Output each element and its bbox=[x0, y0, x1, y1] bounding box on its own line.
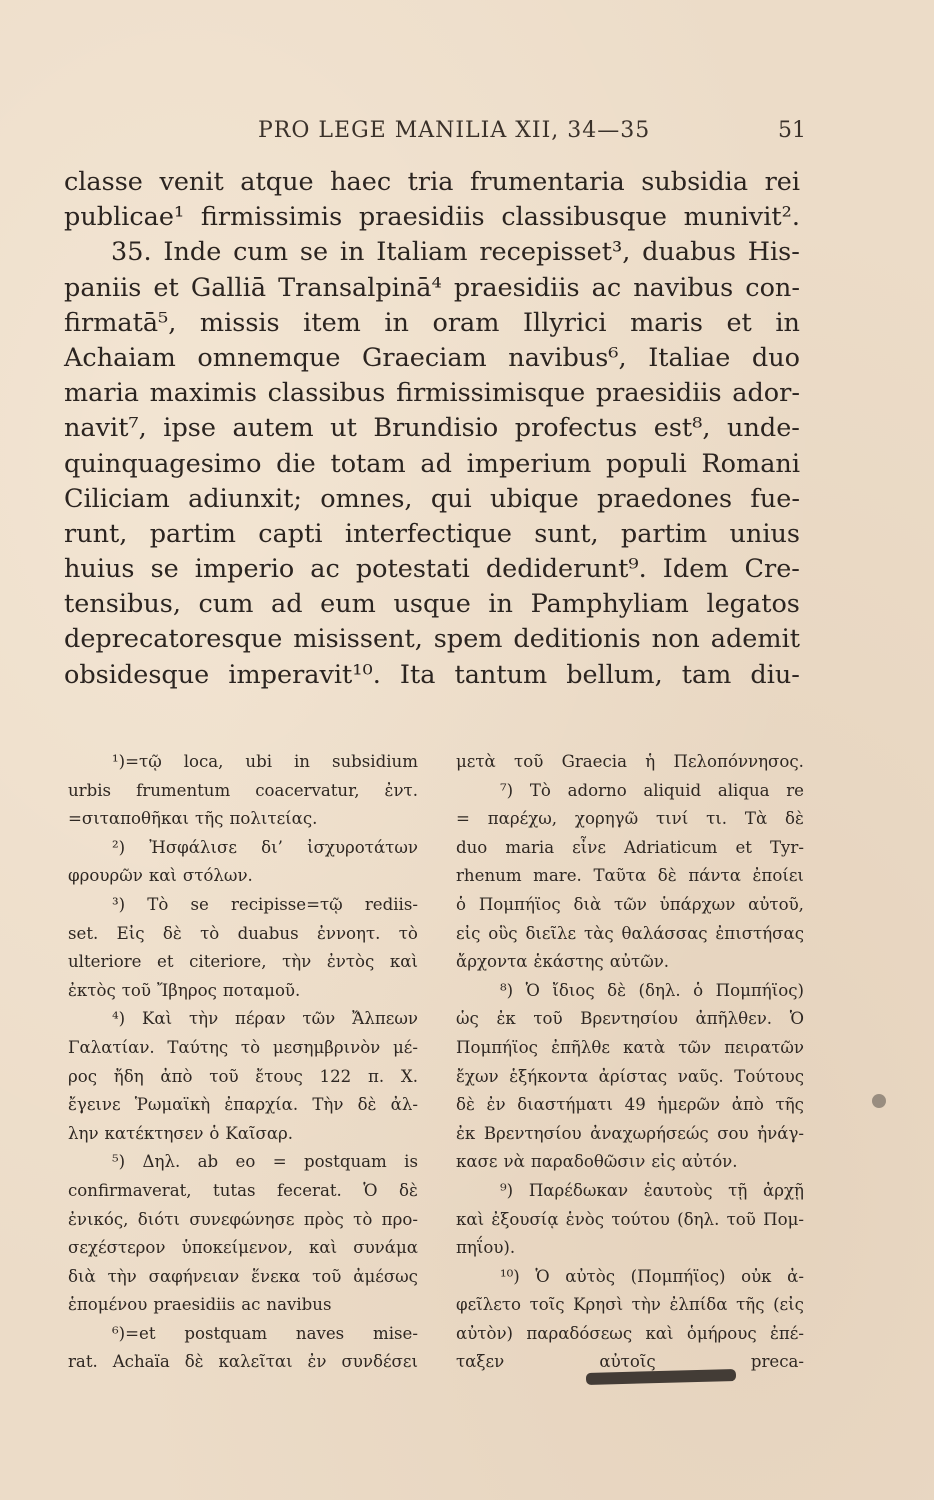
text-line: tensibus, cum ad eum usque in Pamphyliam legatos bbox=[64, 589, 800, 620]
text-line: maria maximis classibus firmissimisque praesidiis ador- bbox=[64, 378, 800, 409]
text-line: publicae¹ firmissimis praesidiis classibusque munivit². bbox=[64, 202, 800, 233]
footnote-line: εἰς οὓς διεῖλε τὰς θαλάσσας ἐπιστήσας bbox=[456, 923, 804, 943]
footnote-line: ⁶)=et postquam naves mise- bbox=[112, 1323, 418, 1343]
footnote-line: ὡς ἐκ τοῦ Βρεντησίου ἀπῆλθεν. Ὁ bbox=[456, 1009, 804, 1029]
footnote-line: ⁵) Δηλ. ab eo = postquam is bbox=[112, 1152, 418, 1172]
footnote-line: ἄρχοντα ἑκάστης αὐτῶν. bbox=[456, 952, 670, 972]
footnote-line: ¹)=τῷ loca, ubi in subsidium bbox=[112, 752, 418, 771]
footnote-line: Γαλατίαν. Ταύτης τὸ μεσημβρινὸν μέ- bbox=[68, 1037, 418, 1057]
footnote-line: confirmaverat, tutas fecerat. Ὁ δὲ bbox=[68, 1180, 418, 1200]
footnotes-right-column bbox=[456, 748, 804, 1377]
footnote-line: ¹⁰) Ὁ αὐτὸς (Πομπήϊος) οὐκ ἀ- bbox=[500, 1266, 804, 1286]
text-line: firmatā⁵, missis item in oram Illyrici maris et in bbox=[64, 307, 800, 338]
footnote-line: λην κατέκτησεν ὁ Καῖσαρ. bbox=[68, 1123, 294, 1143]
text-line: classe venit atque haec tria frumentaria subsidia rei bbox=[64, 167, 800, 197]
main-latin-text bbox=[64, 165, 800, 693]
footnote-line: ⁴) Καὶ τὴν πέραν τῶν Ἄλπεων bbox=[112, 1009, 418, 1029]
footnote-line: ταξεν αὐτοῖς preca- bbox=[456, 1352, 804, 1372]
footnote-line: κασε νὰ παραδοθῶσιν εἰς αὐτόν. bbox=[456, 1152, 738, 1172]
footnote-line: rat. Achaïa δὲ καλεῖται ἐν συνδέσει bbox=[68, 1352, 418, 1372]
footnote-line: ⁹) Παρέδωκαν ἑαυτοὺς τῇ ἀρχῇ bbox=[500, 1180, 804, 1200]
text-line: navit⁷, ipse autem ut Brundisio profectus est⁸, unde- bbox=[64, 413, 800, 444]
text-line: deprecatoresque misissent, spem deditionis non ademit bbox=[64, 624, 800, 655]
footnote-line: φεῖλετο τοῖς Κρησὶ τὴν ἐλπίδα τῆς (εἰς bbox=[456, 1295, 804, 1315]
footnote-line: ἔγεινε Ῥωμαϊκὴ ἐπαρχία. Τὴν δὲ ἀλ- bbox=[68, 1095, 418, 1115]
text-line: 35. Inde cum se in Italiam recepisset³, duabus His- bbox=[111, 237, 800, 268]
footnote-line: set. Εἰς δὲ τὸ duabus ἐννοητ. τὸ bbox=[68, 923, 418, 943]
footnote-line: διὰ τὴν σαφήνειαν ἕνεκα τοῦ ἀμέσως bbox=[68, 1266, 418, 1286]
footnote-line: ulteriore et citeriore, τὴν ἐντὸς καὶ bbox=[68, 952, 418, 972]
footnote-line: φρουρῶν καὶ στόλων. bbox=[68, 866, 253, 886]
footnote-line: ὁ Πομπήϊος διὰ τῶν ὑπάρχων αὐτοῦ, bbox=[456, 894, 804, 914]
footnote-line: ²) Ἠσφάλισε δι’ ἰσχυροτάτων bbox=[112, 837, 418, 857]
running-title: PRO LEGE MANILIA XII, 34—35 bbox=[258, 118, 651, 143]
footnote-line: ἑπομένου praesidiis ac navibus bbox=[68, 1295, 332, 1315]
footnote-line: ρος ἤδη ἀπὸ τοῦ ἔτους 122 π. Χ. bbox=[68, 1066, 418, 1086]
footnote-line: ⁸) Ὁ ἴδιος δὲ (δηλ. ὁ Πομπήϊος) bbox=[500, 980, 804, 1000]
footnote-line: =σιταποθῆκαι τῆς πολιτείας. bbox=[68, 809, 318, 829]
footnote-line: ἐνικός, διότι συνεφώνησε πρὸς τὸ προ- bbox=[68, 1209, 418, 1229]
page-header bbox=[0, 118, 934, 148]
footnote-line: ἔχων ἑξήκοντα ἀρίστας ναῦς. Τούτους bbox=[456, 1066, 804, 1086]
text-line: runt, partim capti interfectique sunt, partim unius bbox=[64, 518, 800, 549]
paper-speck-mark bbox=[872, 1094, 886, 1108]
page-number: 51 bbox=[778, 118, 806, 143]
text-line: paniis et Galliā Transalpinā⁴ praesidiis ac navibus con- bbox=[64, 272, 800, 303]
footnote-line: ἐκ Βρεντησίου ἀναχωρήσεώς σου ἠνάγ- bbox=[456, 1123, 804, 1143]
footnote-line: = παρέχω, χορηγῶ τινί τι. Τὰ δὲ bbox=[456, 809, 804, 829]
footnote-line: ⁷) Τὸ adorno aliquid aliqua re bbox=[500, 780, 804, 800]
ink-blot-mark bbox=[586, 1369, 736, 1385]
footnote-line: πηΐου). bbox=[456, 1238, 516, 1258]
footnote-line: καὶ ἐξουσίᾳ ἑνὸς τούτου (δηλ. τοῦ Πομ- bbox=[456, 1209, 804, 1229]
footnotes-left-column bbox=[68, 748, 418, 1377]
text-line: huius se imperio ac potestati dediderunt⁹. Idem Cre- bbox=[64, 554, 800, 585]
footnote-line: αὐτὸν) παραδόσεως καὶ ὁμήρους ἐπέ- bbox=[456, 1323, 804, 1343]
footnote-line: ³) Τὸ se recipisse=τῷ rediis- bbox=[112, 894, 418, 914]
text-line: obsidesque imperavit¹⁰. Ita tantum bellum, tam diu- bbox=[64, 659, 800, 690]
footnote-line: ἐκτὸς τοῦ Ἴβηρος ποταμοῦ. bbox=[68, 980, 301, 1000]
footnote-line: μετὰ τοῦ Graecia ἡ Πελοπόννησος. bbox=[456, 752, 804, 771]
text-line: quinquagesimo die totam ad imperium populi Romani bbox=[64, 448, 800, 479]
footnote-line: Πομπήϊος ἐπῆλθε κατὰ τῶν πειρατῶν bbox=[456, 1037, 804, 1057]
text-line: Ciliciam adiunxit; omnes, qui ubique praedones fue- bbox=[64, 483, 800, 514]
footnote-line: σεχέστερον ὑποκείμενον, καὶ συνάμα bbox=[68, 1238, 418, 1258]
footnote-line: duo maria εἶνε Adriaticum et Tyr- bbox=[456, 837, 804, 857]
footnote-line: rhenum mare. Ταῦτα δὲ πάντα ἐποίει bbox=[456, 866, 804, 886]
footnote-line: urbis frumentum coacervatur, ἐντ. bbox=[68, 780, 418, 800]
footnote-line: δὲ ἐν διαστήματι 49 ἡμερῶν ἀπὸ τῆς bbox=[456, 1095, 804, 1115]
text-line: Achaiam omnemque Graeciam navibus⁶, Italiae duo bbox=[64, 342, 800, 373]
